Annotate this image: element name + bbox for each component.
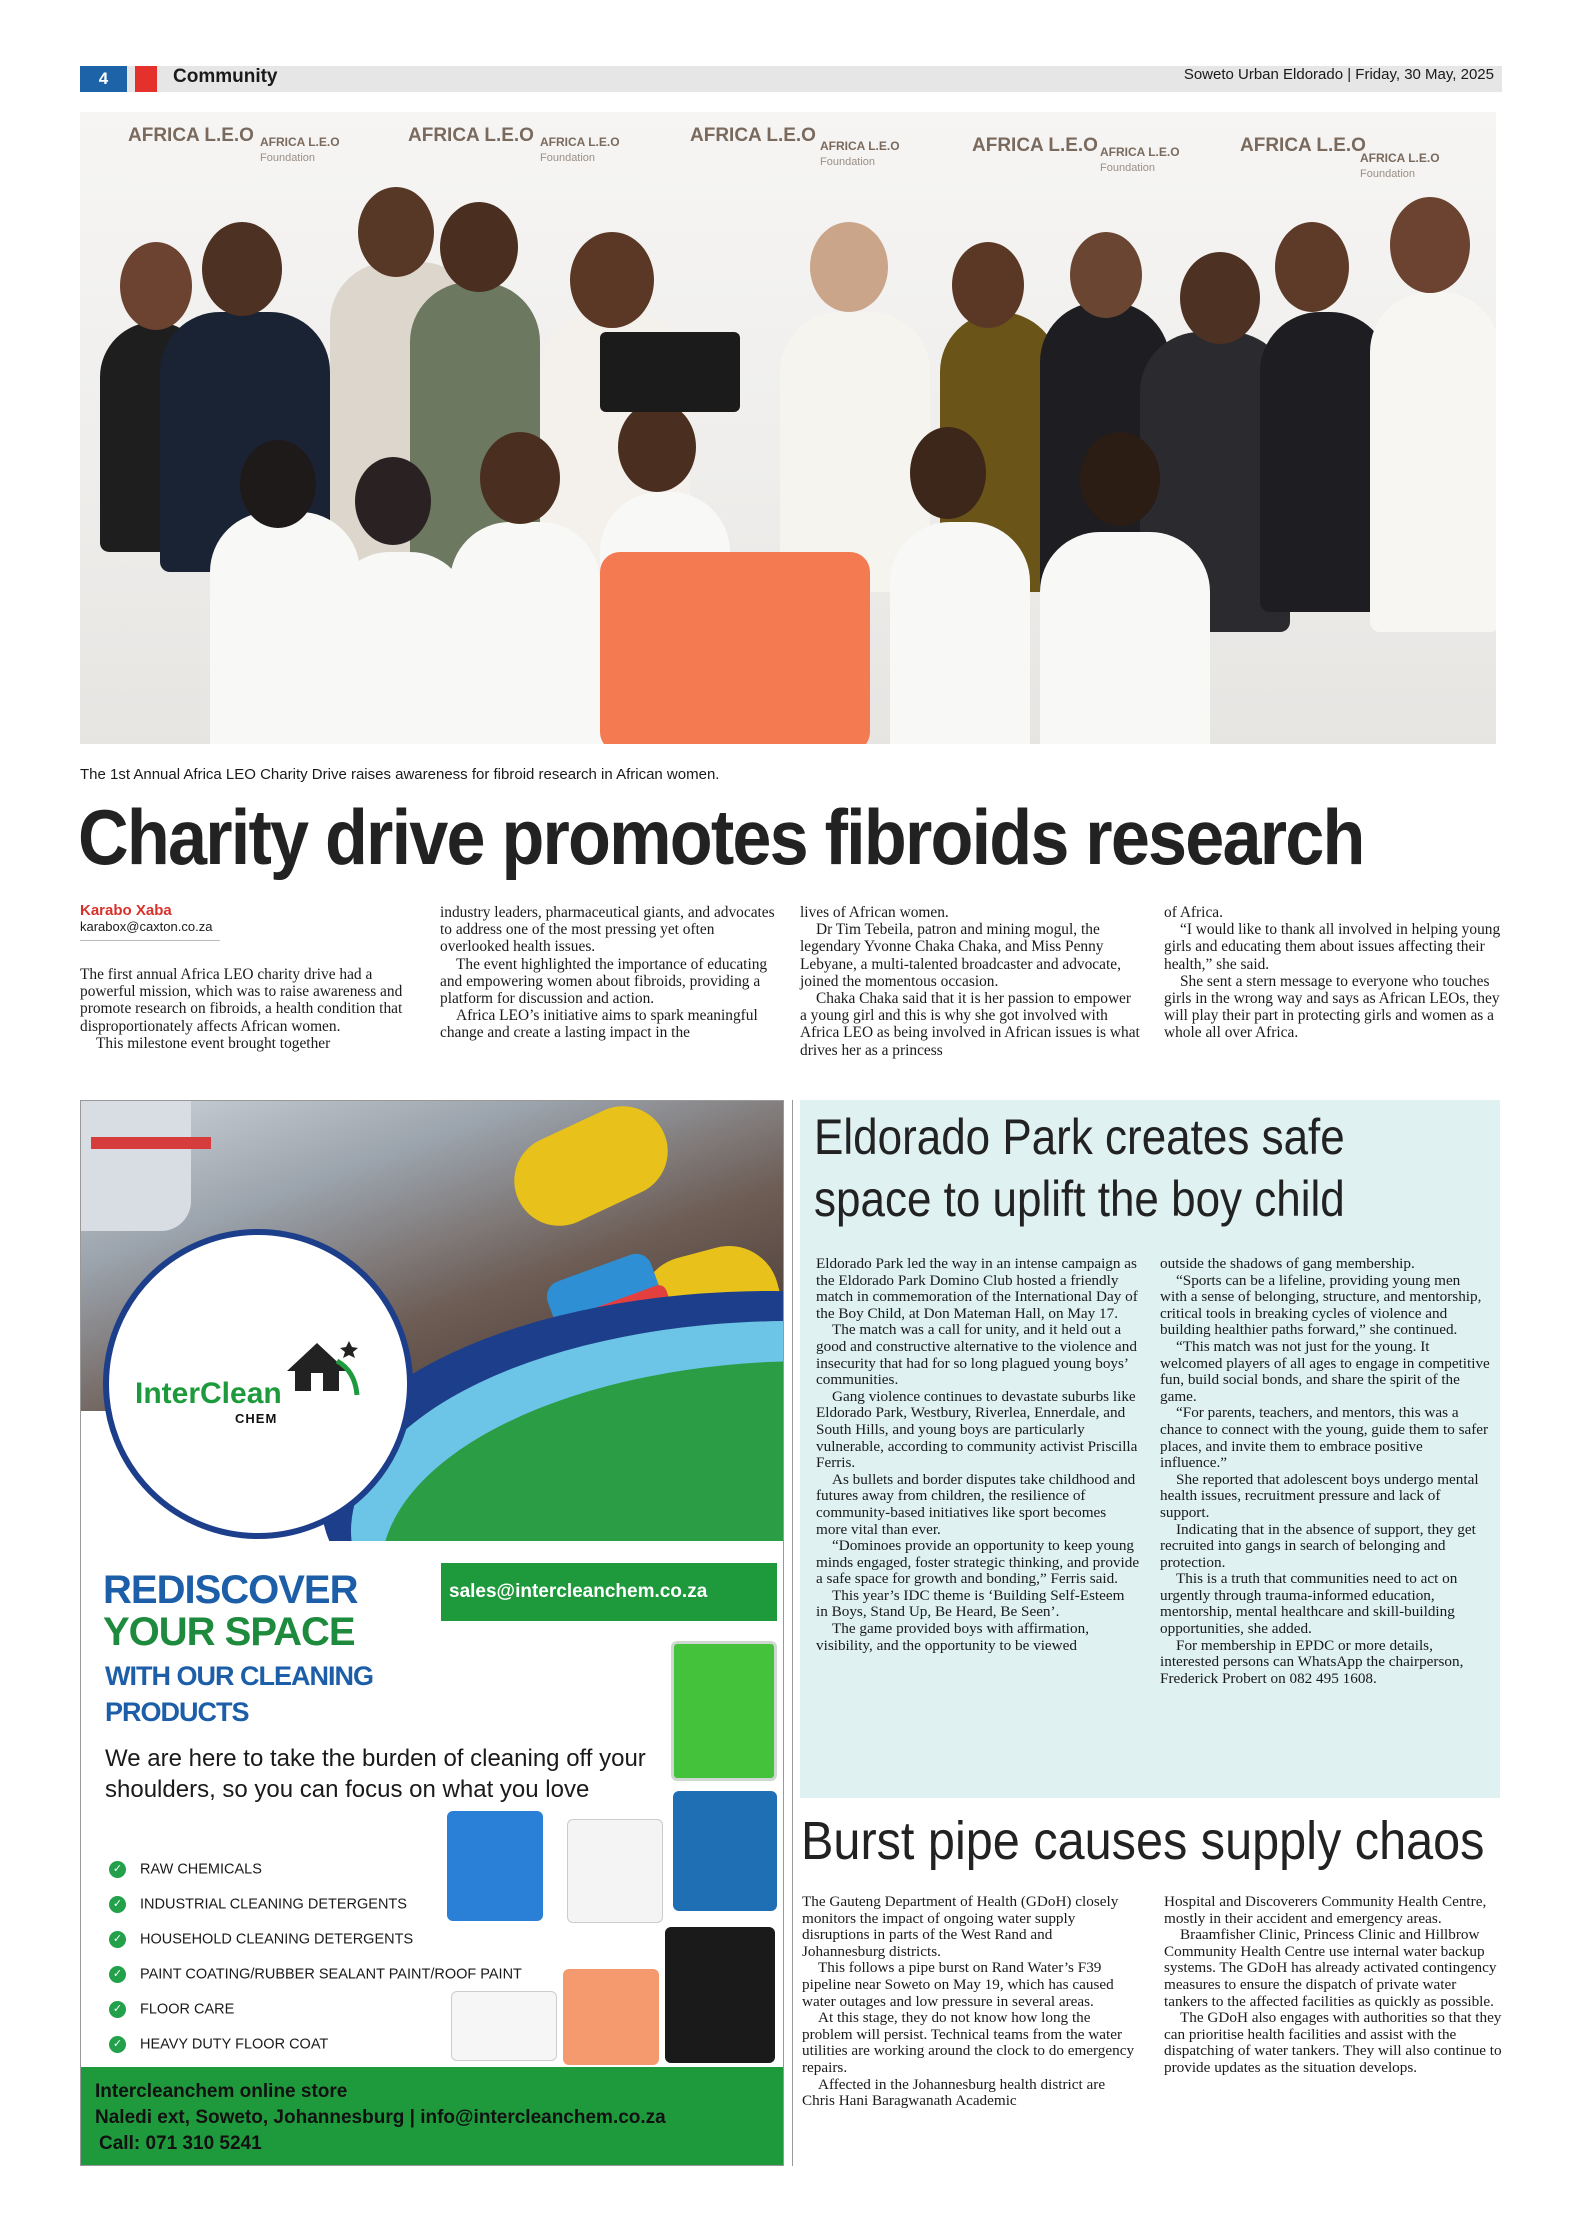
paragraph: Indicating that in the absence of support, they get recruited into gangs in search of belonging and protection. bbox=[1160, 1520, 1476, 1571]
paragraph: This is a truth that communities need to act on urgently through trauma-informed education, mentorship, mental healthcare and skill-building opportunities, she added. bbox=[1160, 1570, 1458, 1638]
pipe-column-1 bbox=[802, 1894, 1138, 2110]
author-name: Karabo Xaba bbox=[80, 902, 172, 919]
product-item: ✓ HEAVY DUTY FLOOR COAT bbox=[109, 2036, 328, 2053]
lead-headline: Charity drive promotes fibroids research bbox=[78, 793, 1364, 881]
paragraph: For membership in EPDC or more details, interested persons can WhatsApp the chairperson, Frederick Probert on 082 495 1608. bbox=[1160, 1636, 1464, 1687]
product-item: ✓ RAW CHEMICALS bbox=[109, 1861, 262, 1878]
check-icon: ✓ bbox=[109, 1896, 126, 1913]
paragraph: The GDoH also engages with authorities so that they can prioritise health facilities and assist with the dispatching of water tankers. They will also continue to provide updates as the situation develops. bbox=[1164, 2009, 1502, 2076]
paragraph: This milestone event brought together bbox=[96, 1034, 331, 1052]
check-icon: ✓ bbox=[109, 2001, 126, 2018]
house-icon bbox=[277, 1331, 367, 1401]
paragraph: She reported that adolescent boys undergo mental health issues, recruitment pressure and lack of support. bbox=[1160, 1470, 1479, 1521]
backdrop-logo: AFRICA L.E.O bbox=[972, 135, 1098, 156]
backdrop-logo: AFRICA L.E.O Foundation bbox=[540, 135, 620, 164]
paragraph: “Dominoes provide an opportunity to keep young minds engaged, foster strategic thinking, and provide a safe space for growth and bonding,” Ferris said. bbox=[816, 1537, 1140, 1588]
paragraph: “I would like to thank all involved in helping young girls and educating them about issues affecting their health,” she said. bbox=[1164, 921, 1501, 973]
paragraph: Chaka Chaka said that it is her passion to empower a young girl and this is why she got involved with Africa LEO as being involved in African issues is what drives her as a princess bbox=[800, 990, 1140, 1059]
pipe-column-2 bbox=[1164, 1894, 1502, 2077]
footer-line: Intercleanchem online store bbox=[95, 2081, 348, 2102]
check-icon: ✓ bbox=[109, 1931, 126, 1948]
paragraph: of Africa. bbox=[1164, 904, 1223, 921]
ad-headline-4: PRODUCTS bbox=[105, 1697, 249, 1727]
paragraph: industry leaders, pharmaceutical giants, and advocates to address one of the most pressing yet often overlooked health issues. bbox=[440, 904, 775, 956]
product-item: ✓ INDUSTRIAL CLEANING DETERGENTS bbox=[109, 1896, 407, 1913]
brand-sub: CHEM bbox=[235, 1411, 278, 1426]
eldorado-headline: Eldorado Park creates safe space to uplift the boy child bbox=[814, 1109, 1345, 1227]
ad-tagline: We are here to take the burden of cleaning off your shoulders, so you can focus on what you love bbox=[105, 1745, 646, 1803]
backdrop-logo: AFRICA L.E.O bbox=[128, 125, 254, 146]
product-item: ✓ PAINT COATING/RUBBER SEALANT PAINT/ROOF PAINT bbox=[109, 1966, 522, 1983]
pipe-headline: Burst pipe causes supply chaos bbox=[801, 1811, 1485, 1871]
eldorado-column-2 bbox=[1160, 1256, 1490, 1687]
paragraph: The game provided boys with affirmation, visibility, and the opportunity to be viewed bbox=[816, 1620, 1090, 1654]
black-bucket-icon bbox=[665, 1927, 775, 2063]
paragraph: The match was a call for unity, and it held out a good and constructive alternative to the violence and insecurity that had for so long plagued young boys’ communities. bbox=[816, 1321, 1137, 1389]
paragraph: Eldorado Park led the way in an intense campaign as the Eldorado Park Domino Club hosted a friendly match in commemoration of the International Day of the Boy Child, at Don Mateman Hall, on May 17. bbox=[816, 1255, 1138, 1322]
footer-line[interactable]: Call: 071 310 5241 bbox=[99, 2133, 262, 2154]
paragraph: “For parents, teachers, and mentors, this was a chance to connect with the young, guide them to safer places, and invite them to embrace positive influence.” bbox=[1160, 1404, 1489, 1472]
backdrop-logo: AFRICA L.E.O Foundation bbox=[260, 135, 340, 164]
page-number: 4 bbox=[80, 66, 127, 92]
product-item: ✓ HOUSEHOLD CLEANING DETERGENTS bbox=[109, 1931, 413, 1948]
blue-drum-icon bbox=[447, 1811, 543, 1921]
backdrop-logo: AFRICA L.E.O Foundation bbox=[1100, 145, 1180, 174]
page-header bbox=[80, 66, 1502, 92]
ad-footer bbox=[81, 2067, 784, 2166]
ad-headline-1: REDISCOVER bbox=[103, 1568, 358, 1612]
green-bucket-icon bbox=[671, 1641, 777, 1781]
paragraph: Dr Tim Tebeila, patron and mining mogul, the legendary Yvonne Chaka Chaka, and Miss Penny Lebyane, a multi-talented broadcaster and advocate, joined the momentous occasion. bbox=[800, 921, 1121, 990]
paragraph: “Sports can be a lifeline, providing young men with a sense of belonging, structure, and mentorship, critical tools in breaking cycles of violence and building healthier paths forward,” she continued. bbox=[1160, 1271, 1482, 1339]
section-label: Community bbox=[173, 66, 278, 87]
white-tub-icon bbox=[451, 1991, 557, 2061]
check-icon: ✓ bbox=[109, 2036, 126, 2053]
paragraph: This follows a pipe burst on Rand Water’s F39 pipeline near Soweto on May 19, which has caused water outages and low pressure in several areas. bbox=[802, 1959, 1114, 2010]
column-divider bbox=[792, 1100, 793, 2166]
check-icon: ✓ bbox=[109, 1861, 126, 1878]
eldorado-article-box bbox=[800, 1100, 1500, 1798]
check-icon: ✓ bbox=[109, 1966, 126, 1983]
paragraph: Africa LEO’s initiative aims to spark meaningful change and create a lasting impact in the bbox=[440, 1007, 758, 1042]
backdrop-logo: AFRICA L.E.O bbox=[690, 125, 816, 146]
paragraph: Hospital and Discoverers Community Health Centre, mostly in their accident and emergency areas. bbox=[1164, 1893, 1487, 1927]
ad-headline-3: WITH OUR CLEANING bbox=[105, 1661, 373, 1691]
eldorado-column-1 bbox=[816, 1256, 1140, 1654]
lead-column-4 bbox=[1164, 904, 1502, 1042]
paragraph: At this stage, they do not know how long the problem will persist. Technical teams from the water utilities are working around the clock to do emergency repairs. bbox=[802, 2009, 1135, 2076]
product-item: ✓ FLOOR CARE bbox=[109, 2001, 234, 2018]
paragraph: outside the shadows of gang membership. bbox=[1160, 1255, 1415, 1272]
lead-column-3 bbox=[800, 904, 1140, 1059]
byline-rule bbox=[80, 940, 220, 941]
paragraph: The event highlighted the importance of educating and empowering women about fibroids, providing a platform for discussion and action. bbox=[440, 955, 768, 1008]
paragraph: Braamfisher Clinic, Princess Clinic and Hillbrow Community Health Centre use internal water backup systems. The GDoH has already activated contingency measures to ensure the dispatch of private water tankers to the affected facilities as quickly as possible. bbox=[1164, 1926, 1497, 2010]
orange-jerrycan-icon bbox=[563, 1969, 659, 2065]
dateline: Soweto Urban Eldorado | Friday, 30 May, 2025 bbox=[1183, 66, 1494, 83]
paragraph: As bullets and border disputes take childhood and futures away from children, the resilience of community-based initiatives like sport becomes more vital than ever. bbox=[816, 1470, 1136, 1538]
paragraph: This year’s IDC theme is ‘Building Self-Esteem in Boys, Stand Up, Be Heard, Be Seen’. bbox=[816, 1586, 1125, 1621]
paragraph: She sent a stern message to everyone who touches girls in the wrong way and says as African LEOs, they will play their part in protecting girls and women as a whole all over Africa. bbox=[1164, 972, 1500, 1042]
paragraph: lives of African women. bbox=[800, 904, 949, 921]
lead-column-1 bbox=[80, 966, 416, 1052]
sales-email[interactable]: sales@intercleanchem.co.za bbox=[441, 1563, 777, 1621]
backdrop-logo: AFRICA L.E.O Foundation bbox=[820, 139, 900, 168]
byline bbox=[80, 902, 220, 941]
paragraph: Affected in the Johannesburg health district are Chris Hani Baragwanath Academic bbox=[802, 2075, 1106, 2110]
interclean-advert bbox=[80, 1100, 784, 2166]
brand-name: InterClean bbox=[135, 1377, 282, 1410]
paint-bucket-icon bbox=[673, 1791, 777, 1911]
paragraph: Gang violence continues to devastate suburbs like Eldorado Park, Westbury, Riverlea, Ennerdale, and South Hills, and young boys are particularly vulnerable, according to community activist Priscilla Ferris. bbox=[816, 1387, 1138, 1472]
brand-logo-circle bbox=[103, 1229, 413, 1539]
paragraph: The Gauteng Department of Health (GDoH) closely monitors the impact of ongoing water supply disruptions in parts of the West Rand and Johannesburg districts. bbox=[802, 1893, 1119, 1960]
backdrop-logo: AFRICA L.E.O bbox=[408, 125, 534, 146]
hero-photo bbox=[80, 112, 1496, 744]
backdrop-logo: AFRICA L.E.O Foundation bbox=[1360, 151, 1440, 180]
author-email[interactable]: karabox@caxton.co.za bbox=[80, 919, 213, 934]
backdrop-logo: AFRICA L.E.O bbox=[1240, 135, 1366, 156]
ad-headline-2: YOUR SPACE bbox=[103, 1610, 355, 1654]
paragraph: “This match was not just for the young. It welcomed players of all ages to engage in competitive fun, build social bonds, and share the spirit of the game. bbox=[1160, 1337, 1490, 1405]
section-marker bbox=[135, 66, 157, 92]
white-jerrycan-icon bbox=[567, 1819, 663, 1923]
photo-caption: The 1st Annual Africa LEO Charity Drive raises awareness for fibroid research in African women. bbox=[80, 766, 720, 783]
lead-column-2 bbox=[440, 904, 776, 1042]
paragraph: The first annual Africa LEO charity drive had a powerful mission, which was to raise awareness and promote research on fibroids, a health condition that disproportionately affects African women. bbox=[80, 966, 403, 1035]
footer-line[interactable]: Naledi ext, Soweto, Johannesburg | info@intercleanchem.co.za bbox=[95, 2107, 666, 2128]
